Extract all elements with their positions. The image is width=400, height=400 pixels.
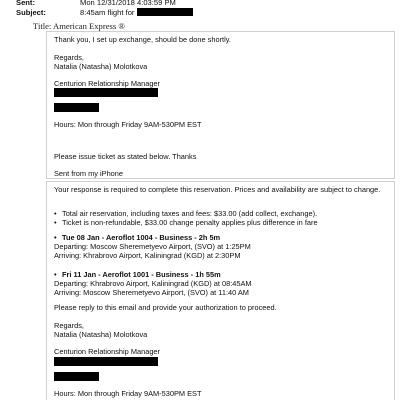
- flight-heading: [54, 233, 220, 242]
- bullet-text: Ticket is non-refundable, $33.00 change penalty applies plus difference in fare: [62, 218, 318, 227]
- hours-line: Hours: Mon through Friday 9AM-530PM EST: [54, 389, 202, 398]
- message-line: Thank you, I set up exchange, should be done shortly.: [54, 35, 231, 44]
- signature-name: Natalia (Natasha) Molotkova: [54, 330, 148, 339]
- page-title: Title: American Express ®: [33, 21, 125, 31]
- flight-heading: [54, 270, 221, 279]
- flight-heading-text: Fri 11 Jan - Aeroflot 1001 - Business - 1h 55m: [62, 270, 221, 279]
- redaction-bar: [54, 372, 99, 381]
- regards-line: Regards,: [54, 53, 84, 62]
- subject-redaction: [137, 8, 193, 16]
- signature-role: Centurion Relationship Manager: [54, 347, 160, 356]
- redaction-bar: [54, 103, 99, 112]
- bullet-item: [54, 218, 318, 227]
- bullet-text: Total air reservation, including taxes and fees: $33.00 (add collect, exchange).: [62, 209, 318, 218]
- sent-from-line: Sent from my iPhone: [54, 169, 124, 178]
- sent-label: Sent:: [16, 0, 35, 7]
- sent-value: Mon 12/31/2018 4:03:59 PM: [80, 0, 176, 7]
- bullet-item: [54, 209, 317, 218]
- reply-line: Please reply to this email and provide your authorization to proceed.: [54, 303, 277, 312]
- bullet-glyph: •: [54, 209, 57, 218]
- first-message-panel: [46, 31, 395, 179]
- subject-label: Subject:: [16, 8, 46, 17]
- instruction-line: Please issue ticket as stated below. Thanks: [54, 152, 197, 161]
- flight-arrive: Arriving: Moscow Sheremetyevo Airport, (SVO) at 11:40 AM: [54, 288, 249, 297]
- bullet-glyph: •: [54, 270, 57, 279]
- signature-name: Natalia (Natasha) Molotkova: [54, 62, 148, 71]
- redaction-bar: [54, 88, 158, 97]
- subject-value: 8:45am flight for: [80, 8, 135, 17]
- flight-arrive: Arriving: Khrabrovo Airport, Kaliningrad (KGD) at 2:30PM: [54, 251, 241, 260]
- sent-row: [16, 0, 396, 8]
- bullet-glyph: •: [54, 218, 57, 227]
- flight-heading-text: Tue 08 Jan - Aeroflot 1004 - Business - 2h 5m: [62, 233, 221, 242]
- signature-role: Centurion Relationship Manager: [54, 79, 160, 88]
- hours-line: Hours: Mon through Friday 9AM-530PM EST: [54, 120, 202, 129]
- bullet-glyph: •: [54, 233, 57, 242]
- subject-row: [16, 8, 396, 18]
- redaction-bar: [54, 357, 158, 366]
- flight-depart: Departing: Moscow Sheremetyevo Airport, (SVO) at 1:25PM: [54, 242, 251, 251]
- flight-depart: Departing: Khrabrovo Airport, Kaliningrad (KGD) at 08:45AM: [54, 279, 252, 288]
- regards-line: Regards,: [54, 321, 84, 330]
- reservation-intro: Your response is required to complete this reservation. Prices and availability are subject to change.: [54, 185, 381, 194]
- subject-value-wrap: [80, 8, 193, 18]
- second-message-panel: [46, 181, 395, 400]
- email-header: [16, 0, 396, 18]
